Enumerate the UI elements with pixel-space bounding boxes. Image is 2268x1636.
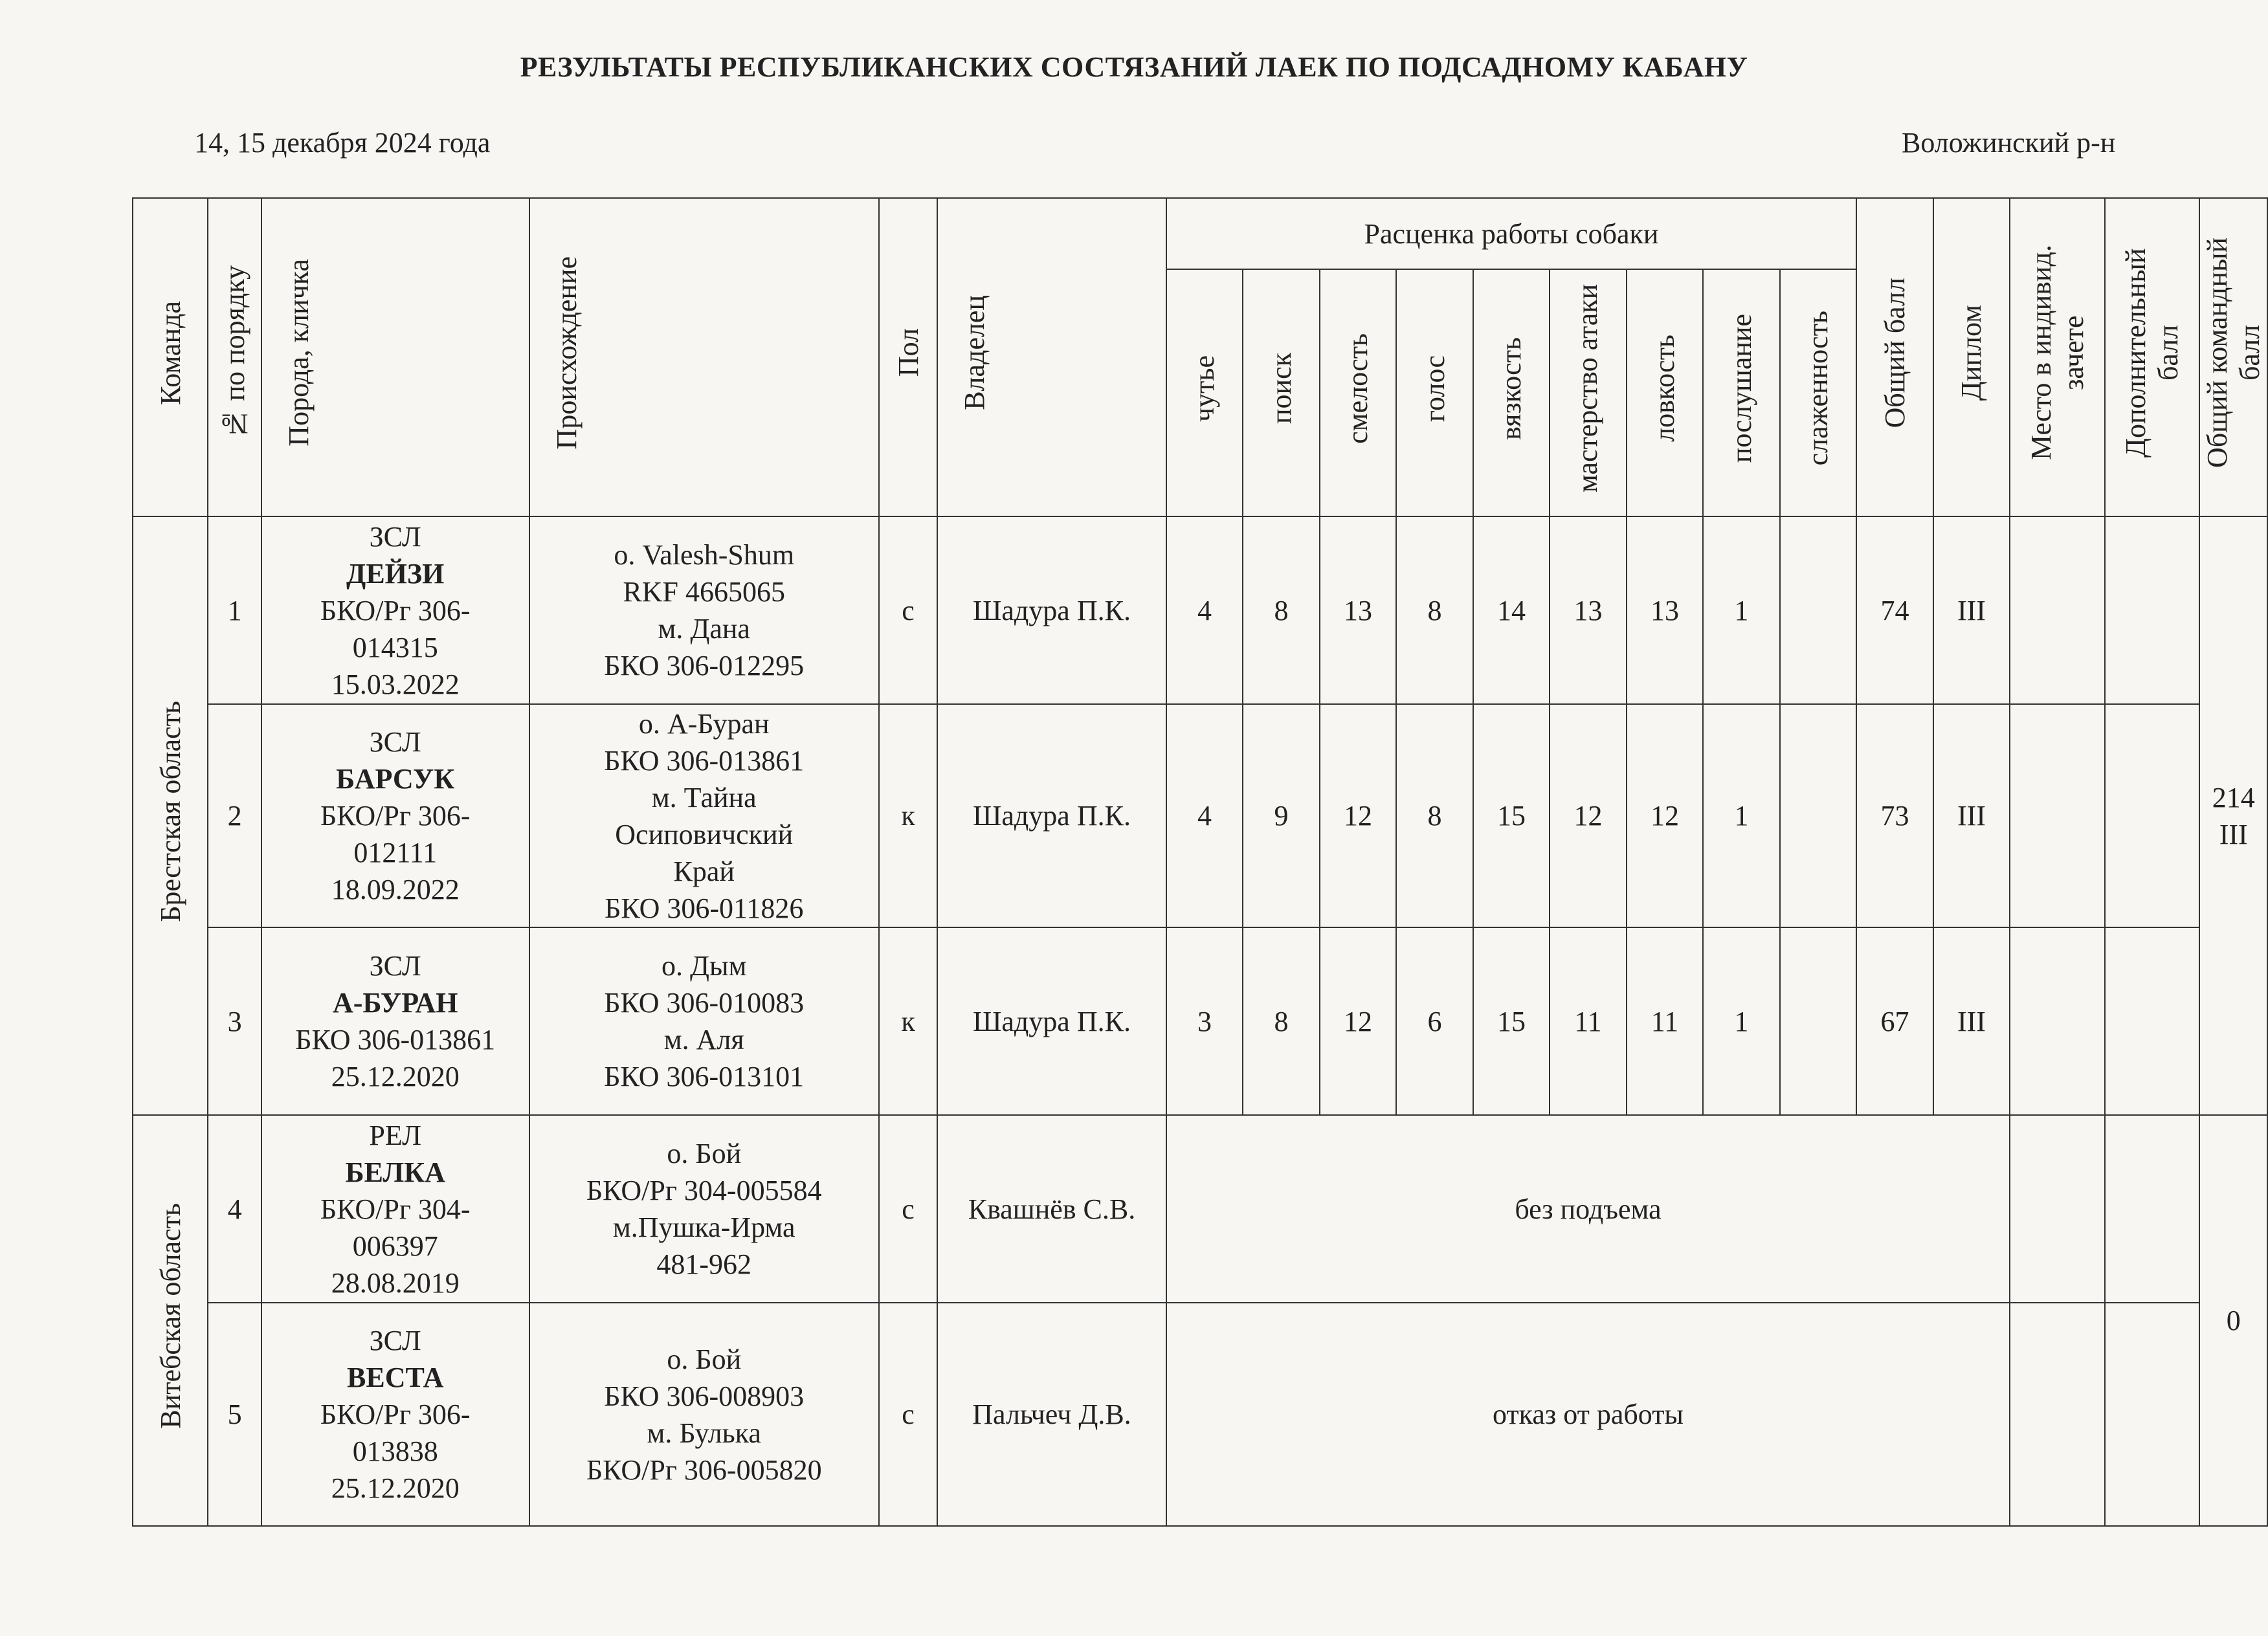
dog-breed-name: ЗСЛ БАРСУК БКО/Рг 306-012111 18.09.2022 <box>261 704 529 927</box>
score-cell: 1 <box>1703 927 1780 1115</box>
result-note: без подъема <box>1166 1115 2010 1303</box>
header-criterion: поиск <box>1243 269 1320 516</box>
header-number: № по порядку <box>208 198 261 516</box>
header-diploma: Диплом <box>1933 198 2010 516</box>
score-cell <box>1780 704 1857 927</box>
dog-owner: Шадура П.К. <box>937 927 1166 1115</box>
total-score: 74 <box>1856 516 1933 704</box>
score-cell: 6 <box>1396 927 1473 1115</box>
dog-origin: о. А-Буран БКО 306-013861 м. Тайна Осиповичский Край БКО 306-011826 <box>529 704 879 927</box>
table-row <box>133 1303 2267 1526</box>
score-cell: 11 <box>1550 927 1627 1115</box>
extra-cell <box>2105 1303 2200 1526</box>
dog-number: 3 <box>208 927 261 1115</box>
team-name: Витебская область <box>133 1115 208 1526</box>
score-cell: 14 <box>1473 516 1550 704</box>
score-cell: 9 <box>1243 704 1320 927</box>
result-note: отказ от работы <box>1166 1303 2010 1526</box>
team-total: 0 <box>2199 1115 2267 1526</box>
place-cell <box>2010 927 2105 1115</box>
score-cell: 13 <box>1320 516 1397 704</box>
dog-sex: с <box>879 1115 937 1303</box>
header-criterion: смелость <box>1320 269 1397 516</box>
total-score: 73 <box>1856 704 1933 927</box>
score-cell: 15 <box>1473 927 1550 1115</box>
dog-owner: Шадура П.К. <box>937 516 1166 704</box>
header-origin: Происхождение <box>529 198 879 516</box>
place-cell <box>2010 1115 2105 1303</box>
header-place: Место в индивид. зачете <box>2010 198 2105 516</box>
header-criterion: мастерство атаки <box>1550 269 1627 516</box>
dog-breed-name: ЗСЛ ДЕЙЗИ БКО/Рг 306-014315 15.03.2022 <box>261 516 529 704</box>
header-evaluation: Расценка работы собаки <box>1166 198 1857 269</box>
score-cell: 8 <box>1243 927 1320 1115</box>
total-score: 67 <box>1856 927 1933 1115</box>
dog-breed-name: РЕЛ БЕЛКА БКО/Рг 304-006397 28.08.2019 <box>261 1115 529 1303</box>
dog-number: 2 <box>208 704 261 927</box>
score-cell: 4 <box>1166 704 1243 927</box>
dog-number: 4 <box>208 1115 261 1303</box>
place-cell <box>2010 516 2105 704</box>
header-criterion: слаженность <box>1780 269 1857 516</box>
header-criterion: вязкость <box>1473 269 1550 516</box>
dog-origin: о. Дым БКО 306-010083 м. Аля БКО 306-013101 <box>529 927 879 1115</box>
score-cell: 8 <box>1243 516 1320 704</box>
table-row <box>133 516 2267 704</box>
header-owner: Владелец <box>937 198 1166 516</box>
extra-cell <box>2105 516 2200 704</box>
results-table <box>132 197 2268 1527</box>
header-breed-name: Порода, кличка <box>261 198 529 516</box>
dog-owner: Шадура П.К. <box>937 704 1166 927</box>
dog-sex: с <box>879 1303 937 1526</box>
dog-owner: Пальчеч Д.В. <box>937 1303 1166 1526</box>
diploma: III <box>1933 927 2010 1115</box>
extra-cell <box>2105 704 2200 927</box>
score-cell: 4 <box>1166 516 1243 704</box>
dog-breed-name: ЗСЛ А-БУРАН БКО 306-013861 25.12.2020 <box>261 927 529 1115</box>
dog-owner: Квашнёв С.В. <box>937 1115 1166 1303</box>
header-criterion: ловкость <box>1627 269 1704 516</box>
header-extra: Дополнительный балл <box>2105 198 2200 516</box>
score-cell: 12 <box>1550 704 1627 927</box>
diploma: III <box>1933 704 2010 927</box>
table-row <box>133 927 2267 1115</box>
dog-origin: о. Бой БКО 306-008903 м. Булька БКО/Рг 306-005820 <box>529 1303 879 1526</box>
score-cell: 13 <box>1550 516 1627 704</box>
score-cell: 8 <box>1396 704 1473 927</box>
extra-cell <box>2105 927 2200 1115</box>
score-cell: 8 <box>1396 516 1473 704</box>
header-criterion: чутье <box>1166 269 1243 516</box>
score-cell: 1 <box>1703 704 1780 927</box>
dog-number: 5 <box>208 1303 261 1526</box>
competition-date: 14, 15 декабря 2024 года <box>194 127 491 159</box>
score-cell: 15 <box>1473 704 1550 927</box>
place-cell <box>2010 1303 2105 1526</box>
header-team: Команда <box>133 198 208 516</box>
score-cell: 12 <box>1320 927 1397 1115</box>
team-total: 214 III <box>2199 516 2267 1115</box>
header-team-total: Общий командный балл <box>2199 198 2267 516</box>
score-cell: 12 <box>1320 704 1397 927</box>
dog-sex: с <box>879 516 937 704</box>
extra-cell <box>2105 1115 2200 1303</box>
score-cell: 3 <box>1166 927 1243 1115</box>
dog-sex: к <box>879 704 937 927</box>
score-cell: 13 <box>1627 516 1704 704</box>
score-cell <box>1780 516 1857 704</box>
score-cell: 11 <box>1627 927 1704 1115</box>
header-total: Общий балл <box>1856 198 1933 516</box>
team-name: Брестская область <box>133 516 208 1115</box>
diploma: III <box>1933 516 2010 704</box>
dog-origin: о. Valesh-Shum RKF 4665065 м. Дана БКО 306-012295 <box>529 516 879 704</box>
score-cell <box>1780 927 1857 1115</box>
dog-sex: к <box>879 927 937 1115</box>
page-title: РЕЗУЛЬТАТЫ РЕСПУБЛИКАНСКИХ СОСТЯЗАНИЙ ЛАЕК ПО ПОДСАДНОМУ КАБАНУ <box>520 51 1748 83</box>
dog-number: 1 <box>208 516 261 704</box>
score-cell: 12 <box>1627 704 1704 927</box>
competition-region: Воложинский р-н <box>1902 127 2116 159</box>
table-row <box>133 704 2267 927</box>
dog-breed-name: ЗСЛ ВЕСТА БКО/Рг 306-013838 25.12.2020 <box>261 1303 529 1526</box>
table-row <box>133 1115 2267 1303</box>
header-criterion: послушание <box>1703 269 1780 516</box>
score-cell: 1 <box>1703 516 1780 704</box>
header-criterion: голос <box>1396 269 1473 516</box>
header-sex: Пол <box>879 198 937 516</box>
place-cell <box>2010 704 2105 927</box>
dog-origin: о. Бой БКО/Рг 304-005584 м.Пушка-Ирма 481-962 <box>529 1115 879 1303</box>
